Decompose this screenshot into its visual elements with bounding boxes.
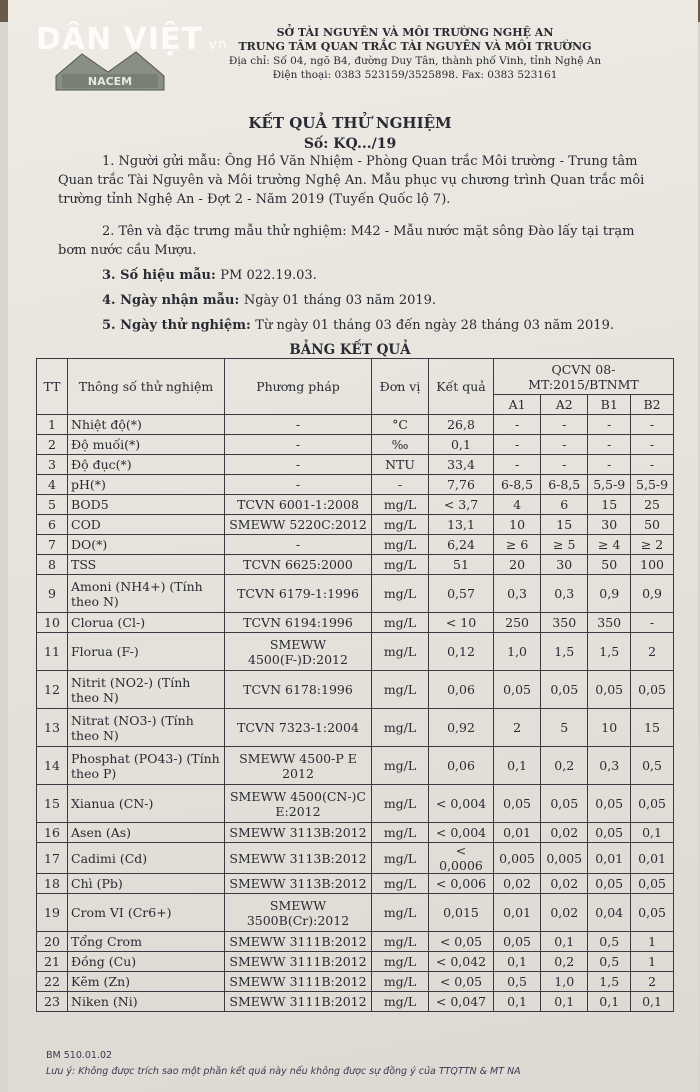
cell-name: DO(*) [68,535,225,555]
cell-b2: 0,1 [631,992,674,1012]
cell-unit: mg/L [372,992,429,1012]
cell-method: TCVN 6179-1:1996 [225,575,372,613]
cell-tt: 23 [37,992,68,1012]
cell-unit: mg/L [372,495,429,515]
cell-a1: 0,05 [494,932,541,952]
cell-result: < 0,004 [429,823,494,843]
cell-a2: 1,0 [541,972,588,992]
watermark: DÂN VIỆT.vn [36,22,228,57]
cell-unit: - [372,475,429,495]
cell-method: SMEWW 3113B:2012 [225,843,372,874]
document-title: KẾT QUẢ THỬ NGHIỆM [248,114,452,132]
cell-name: Tổng Crom [68,932,225,952]
col-tt: TT [37,359,68,415]
cell-a1: 0,005 [494,843,541,874]
cell-b1: 0,04 [588,894,631,932]
cell-method: SMEWW 3500B(Cr):2012 [225,894,372,932]
cell-a1: 0,5 [494,972,541,992]
table-row [37,843,674,874]
cell-unit: mg/L [372,894,429,932]
table-row [37,535,674,555]
cell-result: < 0,004 [429,785,494,823]
cell-result: 0,1 [429,435,494,455]
cell-b2: 0,9 [631,575,674,613]
cell-b2: 2 [631,972,674,992]
cell-method: SMEWW 4500(CN-)C E:2012 [225,785,372,823]
cell-a1: 4 [494,495,541,515]
cell-a2: - [541,435,588,455]
cell-b1: 0,05 [588,785,631,823]
cell-unit: mg/L [372,613,429,633]
cell-a2: 0,1 [541,992,588,1012]
cell-a1: 2 [494,709,541,747]
cell-a1: 0,3 [494,575,541,613]
cell-a1: 0,02 [494,874,541,894]
cell-a1: - [494,415,541,435]
cell-a2: 30 [541,555,588,575]
cell-result: 0,015 [429,894,494,932]
cell-method: TCVN 6178:1996 [225,671,372,709]
form-code: BM 510.01.02 [46,1050,113,1061]
cell-a1: - [494,455,541,475]
cell-a1: 0,05 [494,785,541,823]
cell-a1: 20 [494,555,541,575]
cell-b1: 10 [588,709,631,747]
cell-method: SMEWW 5220C:2012 [225,515,372,535]
cell-b2: 0,05 [631,894,674,932]
table-row [37,435,674,455]
nacem-logo [52,46,168,94]
cell-result: < 0,05 [429,972,494,992]
col-parameter: Thông số thử nghiệm [68,359,225,415]
cell-unit: mg/L [372,843,429,874]
cell-b1: ≥ 4 [588,535,631,555]
cell-b1: 1,5 [588,972,631,992]
cell-a2: 0,1 [541,932,588,952]
cell-unit: mg/L [372,972,429,992]
cell-a2: 0,05 [541,671,588,709]
item-5: 5. Ngày thử nghiệm: Từ ngày 01 tháng 03 đến ngày 28 tháng 03 năm 2019. [102,318,614,333]
cell-tt: 6 [37,515,68,535]
cell-method: - [225,435,372,455]
cell-b1: - [588,415,631,435]
table-row [37,671,674,709]
col-a2: A2 [541,395,588,415]
cell-b1: 0,5 [588,952,631,972]
cell-result: 0,12 [429,633,494,671]
cell-result: 0,06 [429,747,494,785]
table-row [37,952,674,972]
cell-name: Độ muối(*) [68,435,225,455]
cell-a2: 0,2 [541,952,588,972]
cell-tt: 12 [37,671,68,709]
cell-a1: 0,05 [494,671,541,709]
cell-unit: mg/L [372,747,429,785]
cell-name: Amoni (NH4+) (Tính theo N) [68,575,225,613]
cell-unit: mg/L [372,575,429,613]
cell-result: < 0,047 [429,992,494,1012]
cell-tt: 9 [37,575,68,613]
agency-name: SỞ TÀI NGUYÊN VÀ MÔI TRƯỜNG NGHỆ AN [276,26,554,39]
cell-a2: 0,02 [541,823,588,843]
cell-name: Niken (Ni) [68,992,225,1012]
address: Địa chỉ: Số 04, ngõ B4, đường Duy Tân, thành phố Vinh, tỉnh Nghệ An [228,55,602,67]
cell-method: - [225,475,372,495]
cell-method: SMEWW 3113B:2012 [225,874,372,894]
cell-method: TCVN 6001-1:2008 [225,495,372,515]
cell-name: Cadimi (Cd) [68,843,225,874]
cell-a2: 350 [541,613,588,633]
cell-b1: 30 [588,515,631,535]
cell-unit: mg/L [372,785,429,823]
table-row [37,932,674,952]
cell-unit: mg/L [372,535,429,555]
cell-b2: 5,5-9 [631,475,674,495]
cell-tt: 10 [37,613,68,633]
cell-tt: 15 [37,785,68,823]
cell-b2: 50 [631,515,674,535]
cell-b2: 25 [631,495,674,515]
cell-method: SMEWW 3111B:2012 [225,972,372,992]
cell-a2: 0,005 [541,843,588,874]
cell-b1: 5,5-9 [588,475,631,495]
cell-b2: 0,05 [631,874,674,894]
table-row [37,495,674,515]
cell-result: 0,57 [429,575,494,613]
cell-name: Xianua (CN-) [68,785,225,823]
cell-a2: 6-8,5 [541,475,588,495]
cell-b1: 0,3 [588,747,631,785]
cell-name: BOD5 [68,495,225,515]
cell-tt: 19 [37,894,68,932]
cell-name: Crom VI (Cr6+) [68,894,225,932]
cell-name: Đồng (Cu) [68,952,225,972]
cell-a1: ≥ 6 [494,535,541,555]
cell-name: Clorua (Cl-) [68,613,225,633]
cell-unit: mg/L [372,823,429,843]
table-row [37,613,674,633]
cell-name: Kẽm (Zn) [68,972,225,992]
cell-a2: 6 [541,495,588,515]
cell-b2: - [631,613,674,633]
cell-b1: 50 [588,555,631,575]
cell-unit: mg/L [372,709,429,747]
table-caption: BẢNG KẾT QUẢ [289,342,411,358]
table-row [37,874,674,894]
cell-b1: 15 [588,495,631,515]
table-row [37,785,674,823]
cell-a1: 1,0 [494,633,541,671]
cell-tt: 13 [37,709,68,747]
cell-b2: 2 [631,633,674,671]
center-name: TRUNG TÂM QUAN TRẮC TÀI NGUYÊN VÀ MÔI TRƯỜNG [238,40,592,53]
cell-method: TCVN 6194:1996 [225,613,372,633]
cell-unit: mg/L [372,515,429,535]
cell-method: SMEWW 3111B:2012 [225,992,372,1012]
cell-unit: mg/L [372,874,429,894]
cell-a1: - [494,435,541,455]
cell-a2: 1,5 [541,633,588,671]
table-row [37,415,674,435]
cell-b2: 1 [631,932,674,952]
cell-name: Chì (Pb) [68,874,225,894]
cell-unit: mg/L [372,633,429,671]
cell-tt: 7 [37,535,68,555]
cell-a2: 0,2 [541,747,588,785]
cell-a2: 0,05 [541,785,588,823]
cell-method: - [225,535,372,555]
cell-a2: 15 [541,515,588,535]
cell-a2: ≥ 5 [541,535,588,555]
cell-name: Nitrit (NO2-) (Tính theo N) [68,671,225,709]
cell-a1: 0,01 [494,823,541,843]
cell-b1: 0,05 [588,823,631,843]
table-row [37,575,674,613]
cell-unit: mg/L [372,671,429,709]
cell-b2: 0,05 [631,785,674,823]
cell-a1: 0,01 [494,894,541,932]
cell-result: < 0,0006 [429,843,494,874]
cell-b2: ≥ 2 [631,535,674,555]
cell-tt: 21 [37,952,68,972]
cell-tt: 14 [37,747,68,785]
cell-name: Asen (As) [68,823,225,843]
cell-b1: - [588,435,631,455]
cell-result: 26,8 [429,415,494,435]
cell-tt: 20 [37,932,68,952]
cell-tt: 4 [37,475,68,495]
cell-name: Nitrat (NO3-) (Tính theo N) [68,709,225,747]
cell-method: TCVN 6625:2000 [225,555,372,575]
cell-method: SMEWW 4500-P E 2012 [225,747,372,785]
cell-b1: 0,1 [588,992,631,1012]
cell-b1: 350 [588,613,631,633]
table-row [37,555,674,575]
cell-name: Phosphat (PO43-) (Tính theo P) [68,747,225,785]
cell-result: 7,76 [429,475,494,495]
cell-method: SMEWW 3111B:2012 [225,952,372,972]
cell-b1: 0,01 [588,843,631,874]
cell-name: COD [68,515,225,535]
cell-name: TSS [68,555,225,575]
item-3: 3. Số hiệu mẫu: PM 022.19.03. [102,268,317,283]
table-row [37,515,674,535]
svg-text:NACEM: NACEM [87,75,133,88]
table-row [37,747,674,785]
cell-result: 13,1 [429,515,494,535]
col-a1: A1 [494,395,541,415]
cell-name: Nhiệt độ(*) [68,415,225,435]
cell-a2: 5 [541,709,588,747]
cell-unit: mg/L [372,932,429,952]
cell-b1: 0,9 [588,575,631,613]
cell-tt: 2 [37,435,68,455]
cell-result: 0,92 [429,709,494,747]
results-table [36,358,674,1012]
cell-method: - [225,415,372,435]
cell-tt: 1 [37,415,68,435]
table-row [37,633,674,671]
col-b1: B1 [588,395,631,415]
table-row [37,823,674,843]
cell-result: < 3,7 [429,495,494,515]
cell-result: < 0,006 [429,874,494,894]
cell-tt: 22 [37,972,68,992]
cell-method: SMEWW 4500(F-)D:2012 [225,633,372,671]
cell-b1: 0,5 [588,932,631,952]
cell-a1: 10 [494,515,541,535]
cell-b2: - [631,435,674,455]
cell-method: TCVN 7323-1:2004 [225,709,372,747]
cell-a1: 0,1 [494,747,541,785]
table-row [37,475,674,495]
cell-method: - [225,455,372,475]
cell-method: SMEWW 3113B:2012 [225,823,372,843]
cell-b2: 15 [631,709,674,747]
cell-result: < 0,042 [429,952,494,972]
cell-a1: 0,1 [494,952,541,972]
cell-tt: 8 [37,555,68,575]
cell-b1: 1,5 [588,633,631,671]
cell-a1: 0,1 [494,992,541,1012]
col-method: Phương pháp [225,359,372,415]
cell-unit: NTU [372,455,429,475]
cell-result: < 0,05 [429,932,494,952]
cell-tt: 5 [37,495,68,515]
table-row [37,894,674,932]
cell-a1: 250 [494,613,541,633]
cell-tt: 18 [37,874,68,894]
table-row [37,972,674,992]
cell-b1: 0,05 [588,874,631,894]
table-row [37,992,674,1012]
cell-name: pH(*) [68,475,225,495]
cell-b2: - [631,455,674,475]
cell-result: 33,4 [429,455,494,475]
col-result: Kết quả [429,359,494,415]
table-row [37,455,674,475]
cell-result: 0,06 [429,671,494,709]
cell-b2: 0,1 [631,823,674,843]
item-2: 2. Tên và đặc trưng mẫu thử nghiệm: M42 - Mẫu nước mặt sông Đào lấy tại trạm bơm nước cầu Mượu. [58,224,635,258]
cell-tt: 17 [37,843,68,874]
cell-b2: 0,05 [631,671,674,709]
cell-unit: ‰ [372,435,429,455]
report-number: Số: KQ.../19 [303,136,397,152]
cell-name: Độ đục(*) [68,455,225,475]
col-standard: QCVN 08-MT:2015/BTNMT [494,359,674,395]
cell-a1: 6-8,5 [494,475,541,495]
cell-b2: 100 [631,555,674,575]
phone: Điện thoại: 0383 523159/3525898. Fax: 0383 523161 [272,69,558,81]
cell-method: SMEWW 3111B:2012 [225,932,372,952]
cell-a2: - [541,415,588,435]
cell-b2: 1 [631,952,674,972]
cell-unit: mg/L [372,952,429,972]
cell-b1: 0,05 [588,671,631,709]
item-4: 4. Ngày nhận mẫu: Ngày 01 tháng 03 năm 2019. [102,293,437,308]
cell-result: 6,24 [429,535,494,555]
footer-note: Lưu ý: Không được trích sao một phần kết quả này nếu không được sự đồng ý của TTQTTN & MT NA [46,1066,521,1077]
letterhead [180,26,650,82]
cell-tt: 16 [37,823,68,843]
table-row [37,709,674,747]
cell-a2: - [541,455,588,475]
cell-b1: - [588,455,631,475]
col-b2: B2 [631,395,674,415]
cell-tt: 3 [37,455,68,475]
cell-result: < 10 [429,613,494,633]
cell-a2: 0,02 [541,894,588,932]
col-unit: Đơn vị [372,359,429,415]
cell-unit: °C [372,415,429,435]
cell-a2: 0,02 [541,874,588,894]
cell-result: 51 [429,555,494,575]
cell-name: Florua (F-) [68,633,225,671]
cell-unit: mg/L [372,555,429,575]
cell-tt: 11 [37,633,68,671]
cell-b2: 0,01 [631,843,674,874]
cell-a2: 0,3 [541,575,588,613]
cell-b2: 0,5 [631,747,674,785]
item-1: 1. Người gửi mẫu: Ông Hồ Văn Nhiệm - Phòng Quan trắc Môi trường - Trung tâm Quan trắc Tài Nguyên và Môi trường Nghệ An. Mẫu phục vụ chương trình Quan trắc môi trường tỉnh Nghệ An - Đợt 2 - Năm 2019 (Tuyến Quốc lộ 7). [58,154,645,207]
cell-b2: - [631,415,674,435]
